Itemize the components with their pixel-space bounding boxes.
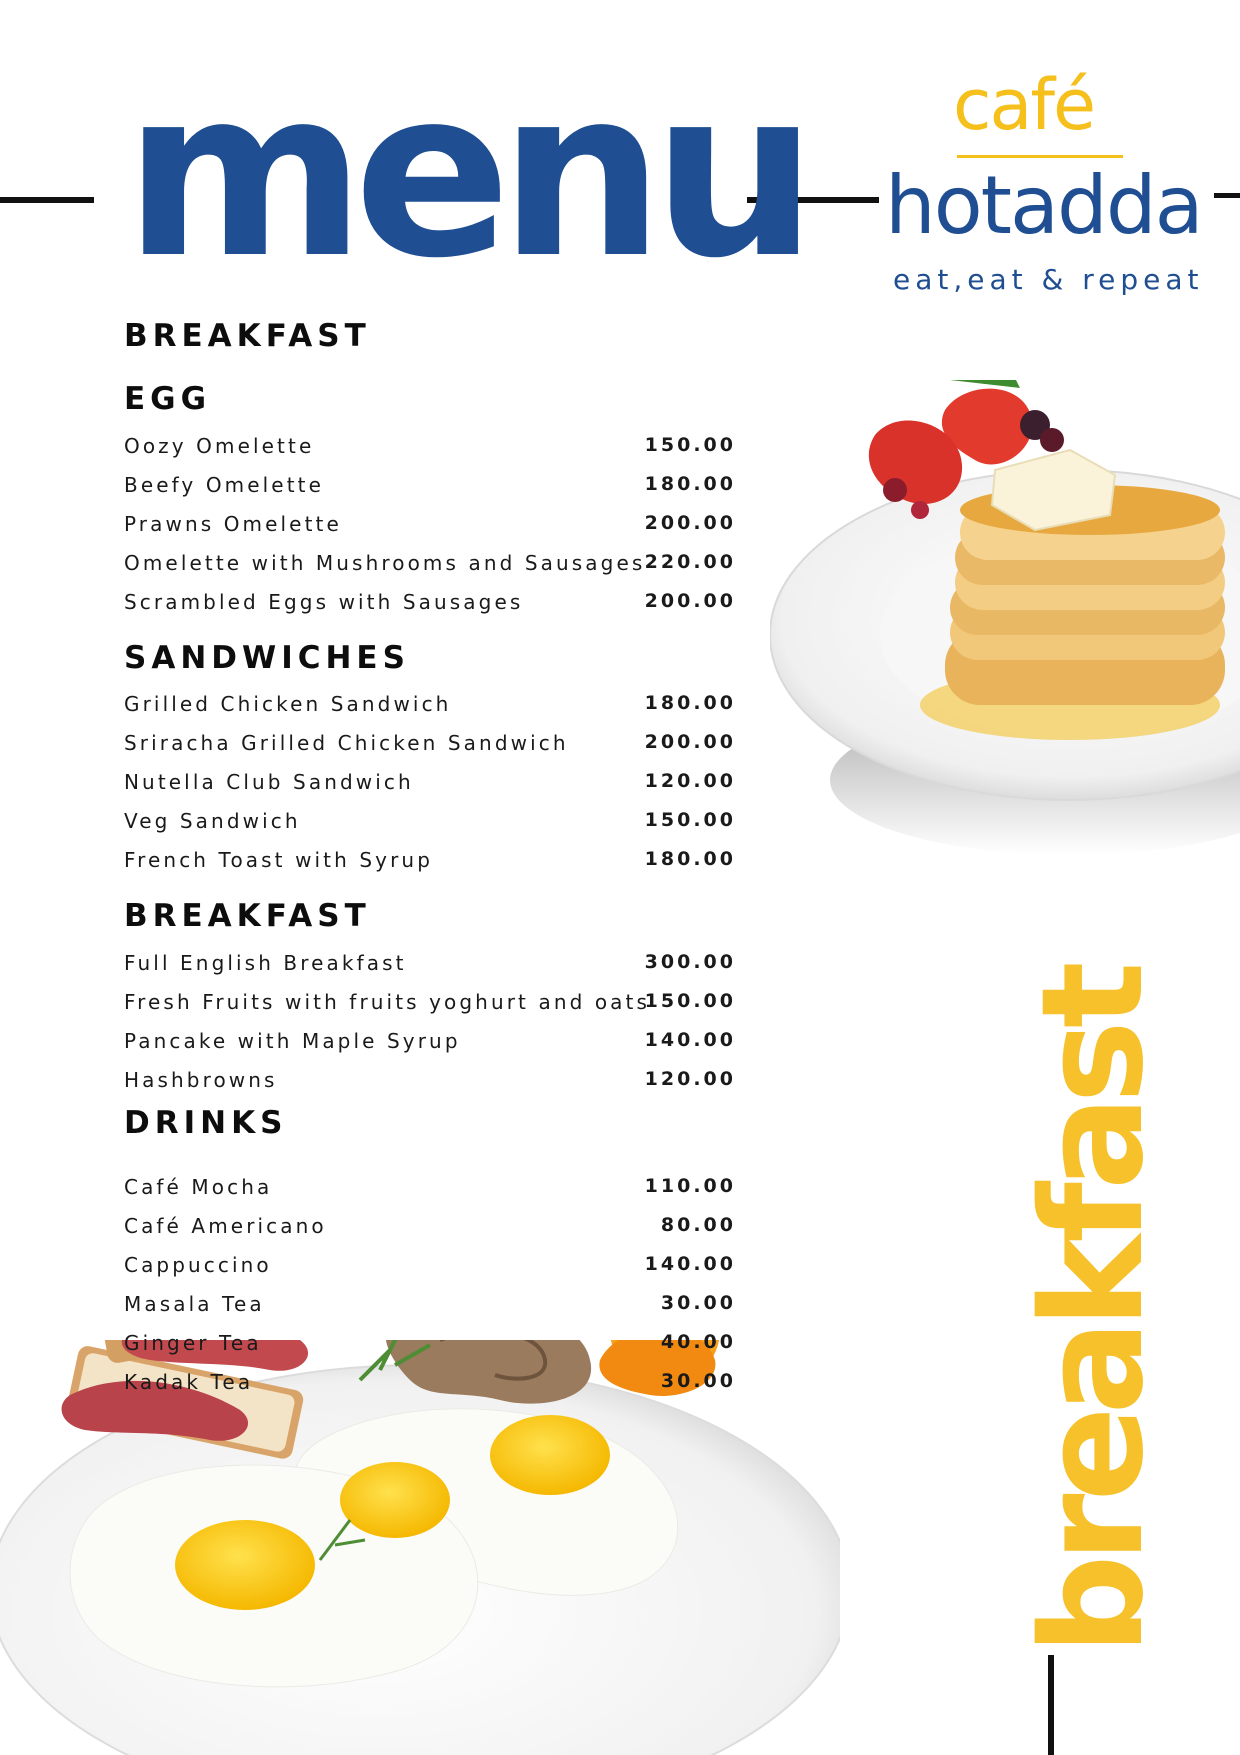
item-name: Ginger Tea — [124, 1331, 262, 1355]
english-breakfast-plate-photo — [0, 1340, 840, 1755]
menu-item — [124, 848, 736, 878]
logo-tagline: eat,eat & repeat — [893, 263, 1204, 296]
item-price: 200.00 — [644, 512, 736, 534]
item-price: 30.00 — [660, 1370, 736, 1392]
page-heading: BREAKFAST — [124, 318, 371, 354]
item-price: 110.00 — [644, 1175, 736, 1197]
item-price: 40.00 — [660, 1331, 736, 1353]
menu-item — [124, 1331, 736, 1361]
item-price: 180.00 — [644, 848, 736, 870]
item-price: 80.00 — [660, 1214, 736, 1236]
item-price: 30.00 — [660, 1292, 736, 1314]
menu-item — [124, 809, 736, 839]
header-rule-right — [1214, 193, 1240, 198]
logo-underline — [957, 155, 1123, 158]
section-title-drinks: DRINKS — [124, 1105, 288, 1141]
menu-item — [124, 590, 736, 620]
item-name: Beefy Omelette — [124, 473, 324, 497]
header-rule-left — [0, 197, 94, 203]
item-price: 120.00 — [644, 1068, 736, 1090]
item-name: Café Americano — [124, 1214, 327, 1238]
item-name: Nutella Club Sandwich — [124, 770, 414, 794]
cafe-logo — [885, 64, 1215, 310]
menu-item — [124, 1068, 736, 1098]
menu-title: menu — [124, 39, 806, 309]
item-price: 140.00 — [644, 1029, 736, 1051]
item-name: Sriracha Grilled Chicken Sandwich — [124, 731, 569, 755]
item-price: 150.00 — [644, 990, 736, 1012]
item-name: French Toast with Syrup — [124, 848, 433, 872]
item-name: Kadak Tea — [124, 1370, 254, 1394]
menu-item — [124, 1253, 736, 1283]
item-name: Oozy Omelette — [124, 434, 315, 458]
item-price: 120.00 — [644, 770, 736, 792]
item-name: Cappuccino — [124, 1253, 272, 1277]
menu-item — [124, 1029, 736, 1059]
menu-item — [124, 990, 736, 1020]
item-name: Café Mocha — [124, 1175, 273, 1199]
item-name: Fresh Fruits with fruits yoghurt and oats — [124, 990, 650, 1014]
item-name: Scrambled Eggs with Sausages — [124, 590, 524, 614]
item-name: Prawns Omelette — [124, 512, 342, 536]
item-price: 140.00 — [644, 1253, 736, 1275]
menu-item — [124, 770, 736, 800]
item-price: 150.00 — [644, 434, 736, 456]
item-price: 200.00 — [644, 731, 736, 753]
item-price: 180.00 — [644, 692, 736, 714]
menu-item — [124, 551, 736, 581]
menu-item — [124, 1175, 736, 1205]
side-word-breakfast: breakfast — [1012, 969, 1175, 1655]
menu-item — [124, 1214, 736, 1244]
pancake-stack-photo — [770, 380, 1240, 870]
menu-item — [124, 473, 736, 503]
menu-item — [124, 1370, 736, 1400]
menu-item — [124, 731, 736, 761]
item-name: Full English Breakfast — [124, 951, 407, 975]
menu-item — [124, 434, 736, 464]
section-title-sandwiches: SANDWICHES — [124, 640, 410, 676]
logo-cafe-word: café — [953, 64, 1095, 146]
item-name: Omelette with Mushrooms and Sausages — [124, 551, 646, 575]
item-name: Masala Tea — [124, 1292, 265, 1316]
item-name: Hashbrowns — [124, 1068, 278, 1092]
item-name: Grilled Chicken Sandwich — [124, 692, 452, 716]
item-price: 150.00 — [644, 809, 736, 831]
item-price: 300.00 — [644, 951, 736, 973]
side-bar-rule — [1048, 1655, 1054, 1755]
logo-name: hotadda — [885, 159, 1202, 252]
item-price: 180.00 — [644, 473, 736, 495]
menu-item — [124, 512, 736, 542]
section-title-breakfast: BREAKFAST — [124, 898, 371, 934]
item-name: Pancake with Maple Syrup — [124, 1029, 461, 1053]
menu-item — [124, 692, 736, 722]
item-price: 220.00 — [644, 551, 736, 573]
section-title-egg: EGG — [124, 381, 212, 417]
item-name: Veg Sandwich — [124, 809, 301, 833]
menu-item — [124, 951, 736, 981]
item-price: 200.00 — [644, 590, 736, 612]
menu-item — [124, 1292, 736, 1322]
